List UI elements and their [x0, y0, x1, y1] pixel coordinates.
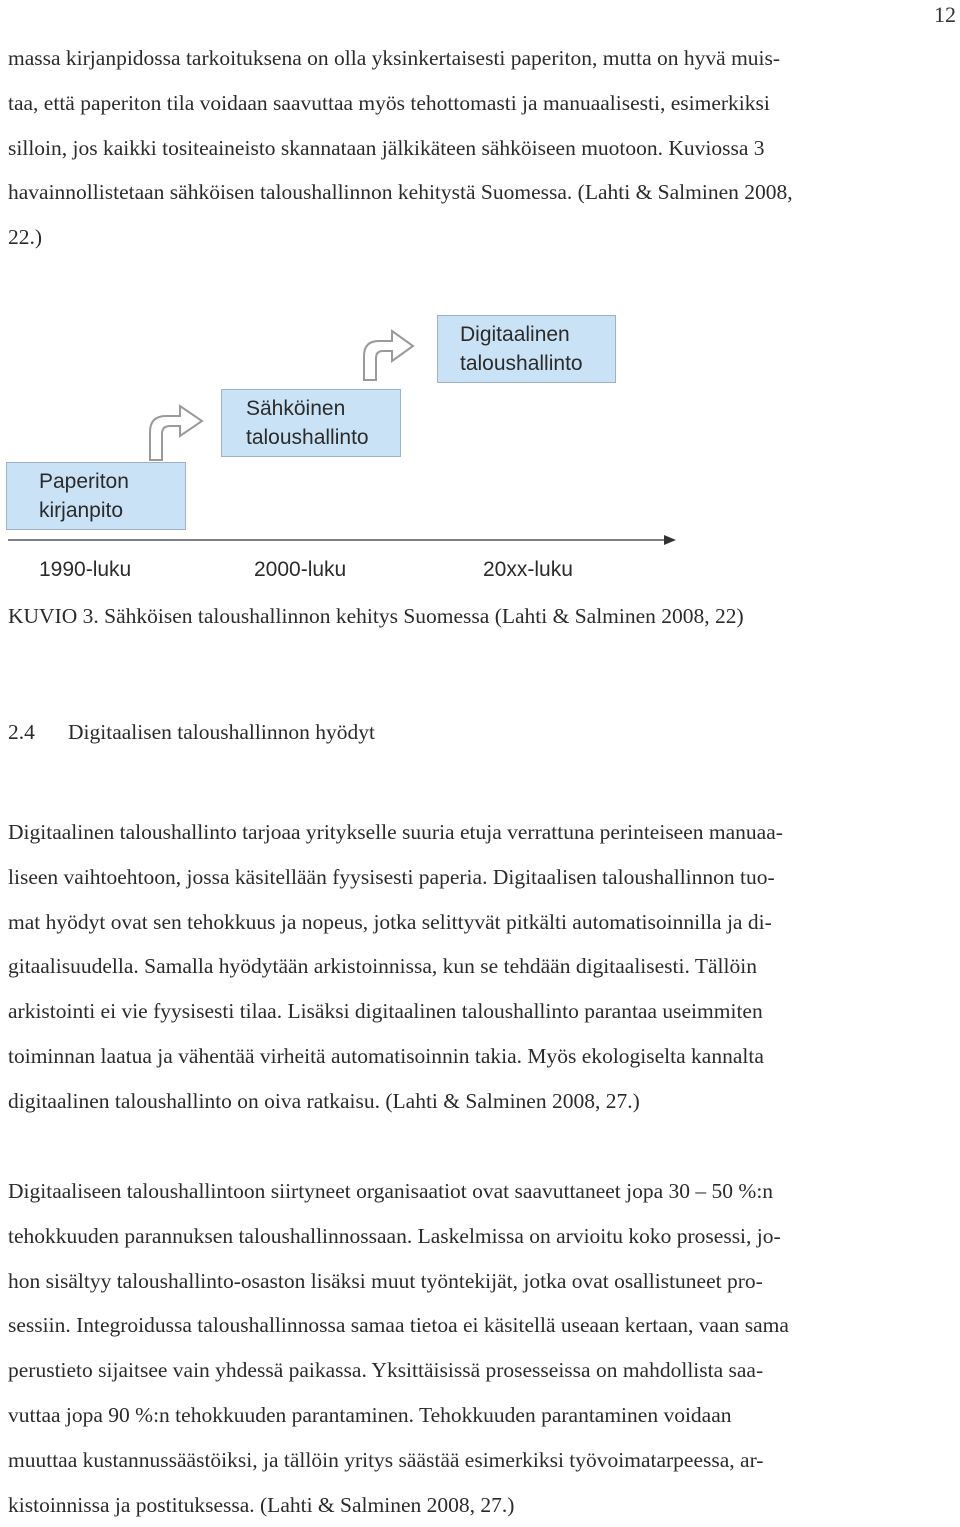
stage-box-digital	[437, 315, 616, 383]
text-line: arkistointi ei vie fyysisesti tilaa. Lisäksi digitaalinen taloushallinto parantaa useimmiten	[8, 999, 763, 1024]
text-line: perustieto sijaitsee vain yhdessä paikassa. Yksittäisissä prosesseissa on mahdollista saa-	[8, 1358, 764, 1383]
text-line: Digitaalinen taloushallinto tarjoaa yritykselle suuria etuja verrattuna perinteiseen manuaa-	[8, 820, 783, 844]
timeline-arrowhead	[664, 535, 676, 545]
paragraph-intro	[8, 36, 954, 260]
era-label: 2000-luku	[254, 558, 347, 581]
text-line: tehokkuuden parannuksen taloushallinnossaan. Laskelmissa on arvioitu koko prosessi, jo-	[8, 1223, 781, 1248]
stage-label-line: Sähköinen	[246, 397, 346, 420]
text-line: hon sisältyy taloushallinto-osaston lisäksi muut työntekijät, jotka ovat osallistuneet pro-	[8, 1268, 763, 1293]
text-line: taa, että paperiton tila voidaan saavuttaa myös tehottomasti ja manuaalisesti, esimerkiksi	[8, 90, 770, 115]
text-line: massa kirjanpidossa tarkoituksena on olla yksinkertaisesti paperiton, mutta on hyvä muis-	[8, 46, 781, 70]
stage-label-line: kirjanpito	[39, 499, 124, 522]
paragraph-benefits	[8, 810, 954, 1124]
stage-label-line: Paperiton	[39, 470, 129, 493]
era-label: 20xx-luku	[483, 558, 573, 581]
text-line: silloin, jos kaikki tositeaineisto skannataan jälkikäteen sähköiseen muotoon. Kuviossa 3	[8, 135, 765, 160]
text-line: muuttaa kustannussäästöiksi, ja tällöin yritys säästää esimerkiksi työvoimatarpeessa, ar-	[8, 1447, 764, 1472]
curved-arrow-icon	[150, 406, 202, 460]
text-line: gitaalisuudella. Samalla hyödytään arkistoinnissa, kun se tehdään digitaalisesti. Tällöin	[8, 954, 757, 979]
figure-caption: KUVIO 3. Sähköisen taloushallinnon kehitys Suomessa (Lahti & Salminen 2008, 22)	[8, 604, 744, 628]
era-label: 1990-luku	[39, 558, 132, 581]
section-number: 2.4	[8, 720, 35, 744]
text-line: sessiin. Integroidussa taloushallinnossa samaa tietoa ei käsitellä useaan kertaan, vaan sama	[8, 1313, 789, 1338]
text-line: toiminnan laatua ja vähentää virheitä automatisoinnin takia. Myös ekologiselta kannalta	[8, 1043, 764, 1068]
text-line: kistoinnissa ja postituksessa. (Lahti & Salminen 2008, 27.)	[8, 1492, 515, 1517]
stage-label-line: taloushallinto	[246, 426, 369, 449]
stage-label-line: taloushallinto	[460, 352, 583, 375]
stage-box-paperless	[6, 462, 186, 530]
text-line: mat hyödyt ovat sen tehokkuus ja nopeus, jotka selittyvät pitkälti automatisoinnilla ja di-	[8, 909, 772, 934]
section-heading	[8, 720, 375, 745]
stage-box-electronic	[221, 389, 401, 457]
text-line: Digitaaliseen taloushallintoon siirtyneet organisaatiot ovat saavuttaneet jopa 30 – 50 %:n	[8, 1179, 774, 1203]
stage-label-line: Digitaalinen	[460, 323, 570, 346]
development-diagram	[0, 300, 700, 595]
text-line: digitaalinen taloushallinto on oiva ratkaisu. (Lahti & Salminen 2008, 27.)	[8, 1088, 640, 1113]
curved-arrow-icon	[364, 331, 413, 380]
text-line: liseen vaihtoehtoon, jossa käsitellään fyysisesti paperia. Digitaalisen taloushallinnon tuo-	[8, 864, 775, 889]
text-line: havainnollistetaan sähköisen taloushallinnon kehitystä Suomessa. (Lahti & Salminen 2008,	[8, 180, 793, 205]
paragraph-efficiency	[8, 1169, 954, 1527]
page-number: 12	[934, 2, 956, 27]
section-title: Digitaalisen taloushallinnon hyödyt	[68, 720, 375, 744]
text-line: 22.)	[8, 225, 43, 250]
text-line: vuttaa jopa 90 %:n tehokkuuden parantaminen. Tehokkuuden parantaminen voidaan	[8, 1402, 732, 1427]
